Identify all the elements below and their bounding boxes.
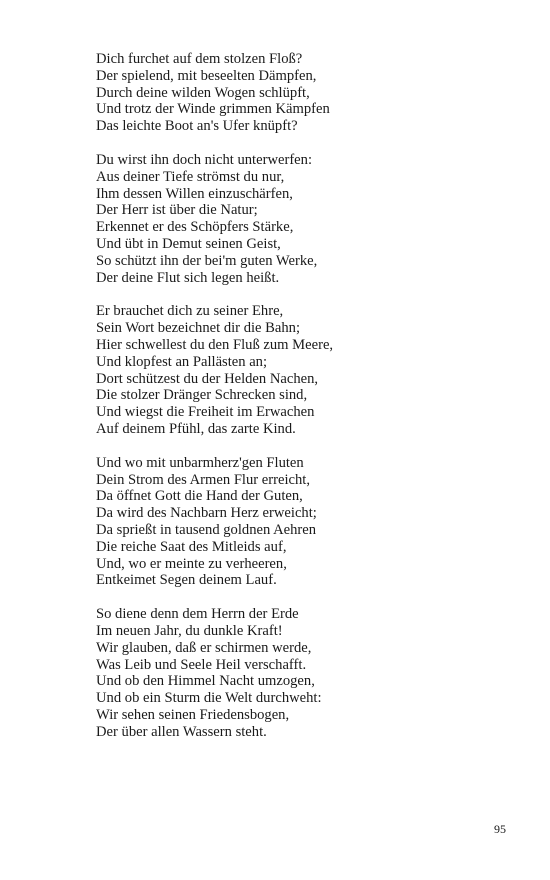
poem-line: Sein Wort bezeichnet dir die Bahn;: [96, 320, 301, 337]
poem-line: Und ob den Himmel Nacht umzogen,: [96, 673, 315, 690]
poem-line: Der Herr ist über die Natur;: [96, 202, 258, 219]
poem-line: So schützt ihn der bei'm guten Werke,: [96, 252, 318, 269]
page-number: 95: [494, 822, 506, 836]
poem-line: Und, wo er meinte zu verheeren,: [96, 555, 287, 572]
poem-body: [96, 51, 516, 757]
poem-line: Da wird des Nachbarn Herz erweicht;: [96, 505, 317, 522]
poem-line: Dort schützest du der Helden Nachen,: [96, 370, 319, 387]
poem-line: Und wo mit unbarmherz'gen Fluten: [96, 454, 304, 471]
poem-line: Im neuen Jahr, du dunkle Kraft!: [96, 622, 283, 639]
poem-line: Da öffnet Gott die Hand der Guten,: [96, 488, 303, 505]
poem-line: Und ob ein Sturm die Welt durchweht:: [96, 690, 322, 707]
poem-line: Der spielend, mit beseelten Dämpfen,: [96, 67, 317, 84]
poem-line: Hier schwellest du den Fluß zum Meere,: [96, 336, 334, 353]
poem-line: Und klopfest an Pallästen an;: [96, 353, 268, 370]
poem-line: So diene denn dem Herrn der Erde: [96, 606, 299, 623]
poem-line: Er brauchet dich zu seiner Ehre,: [96, 303, 284, 320]
stanza-4: [96, 455, 516, 589]
poem-line: Die reiche Saat des Mitleids auf,: [96, 538, 287, 555]
poem-line: Und wiegst die Freiheit im Erwachen: [96, 404, 315, 421]
stanza-1: [96, 51, 516, 135]
poem-line: Aus deiner Tiefe strömst du nur,: [96, 168, 285, 185]
poem-line: Dein Strom des Armen Flur erreicht,: [96, 471, 310, 488]
poem-line: Erkennet er des Schöpfers Stärke,: [96, 219, 294, 236]
poem-line: Der deine Flut sich legen heißt.: [96, 269, 280, 286]
stanza-3: [96, 303, 516, 437]
poem-line: Das leichte Boot an's Ufer knüpft?: [96, 118, 298, 135]
stanza-5: [96, 606, 516, 740]
poem-line: Was Leib und Seele Heil verschafft.: [96, 656, 307, 673]
poem-line: Durch deine wilden Wogen schlüpft,: [96, 84, 310, 101]
poem-line: Du wirst ihn doch nicht unterwerfen:: [96, 151, 313, 168]
poem-line: Wir glauben, daß er schirmen werde,: [96, 639, 312, 656]
poem-line: Wir sehen seinen Friedensbogen,: [96, 706, 290, 723]
poem-line: Auf deinem Pfühl, das zarte Kind.: [96, 420, 296, 437]
poem-line: Der über allen Wassern steht.: [96, 723, 267, 740]
poem-line: Dich furchet auf dem stolzen Floß?: [96, 51, 303, 67]
poem-line: Und übt in Demut seinen Geist,: [96, 235, 281, 252]
poem-line: Ihm dessen Willen einzuschärfen,: [96, 185, 293, 202]
poem-line: Und trotz der Winde grimmen Kämpfen: [96, 101, 330, 118]
poem-line: Die stolzer Dränger Schrecken sind,: [96, 387, 308, 404]
stanza-2: [96, 152, 516, 286]
poem-line: Da sprießt in tausend goldnen Aehren: [96, 521, 317, 538]
poem-line: Entkeimet Segen deinem Lauf.: [96, 572, 277, 589]
